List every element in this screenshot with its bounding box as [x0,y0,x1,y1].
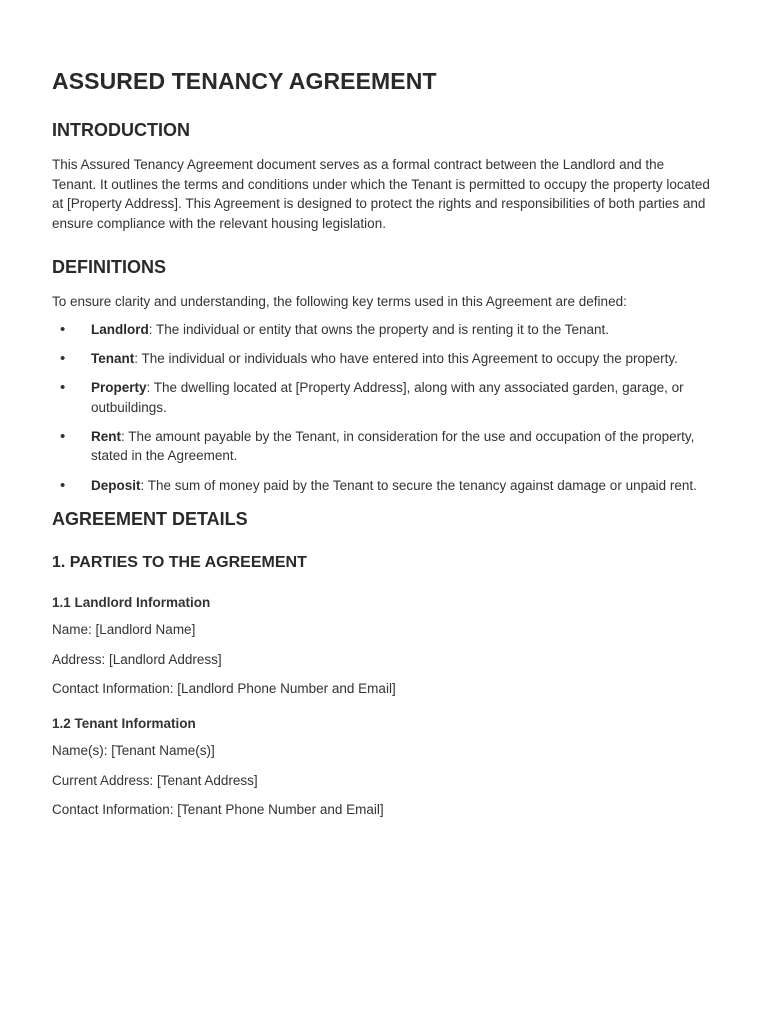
introduction-heading: INTRODUCTION [52,120,190,140]
tenant-info-heading: 1.2 Tenant Information [52,715,196,731]
definition-item-property [52,378,710,417]
definition-term: Deposit [91,477,141,493]
bullet-icon: • [60,379,66,397]
definition-text: : The individual or entity that owns the property and is renting it to the Tenant. [148,321,610,337]
definition-item-deposit [52,476,710,496]
definitions-list [52,320,710,495]
definition-text: : The amount payable by the Tenant, in consideration for the use and occupation of the property, stated in the Agreement. [91,428,695,464]
definition-item-rent [52,427,710,466]
landlord-info-heading: 1.1 Landlord Information [52,595,211,611]
landlord-contact: Contact Information: [Landlord Phone Number and Email] [52,681,396,697]
definition-term: Rent [91,428,121,444]
definitions-heading: DEFINITIONS [52,257,167,278]
bullet-icon: • [60,476,66,494]
definition-text: : The dwelling located at [Property Address], along with any associated garden, garage, or outbuildings. [91,380,684,415]
bullet-icon: • [60,427,66,445]
document-title: ASSURED TENANCY AGREEMENT [52,68,437,94]
agreement-details-heading: AGREEMENT DETAILS [52,509,248,530]
bullet-icon: • [60,350,66,368]
definition-item-landlord [52,320,710,340]
definition-text: : The individual or individuals who have entered into this Agreement to occupy the property. [134,351,678,367]
tenant-address: Current Address: [Tenant Address] [52,772,258,788]
tenant-names: Name(s): [Tenant Name(s)] [52,742,215,758]
tenant-contact: Contact Information: [Tenant Phone Number and Email] [52,802,384,818]
bullet-icon: • [60,320,66,338]
definition-term: Tenant [91,351,135,367]
definitions-lead: To ensure clarity and understanding, the following key terms used in this Agreement are defined: [52,294,627,310]
introduction-text: This Assured Tenancy Agreement document serves as a formal contract between the Landlord and the Tenant. It outlines the terms and conditions under which the Tenant is permitted to occupy the property located at [Property Address]. This Agreement is designed to protect the rights and responsibilities of both parties and ensure compliance with the relevant housing legislation. [52,157,710,231]
landlord-address: Address: [Landlord Address] [52,651,222,667]
definition-item-tenant [52,349,710,369]
definition-term: Property [91,380,147,396]
definition-term: Landlord [91,321,149,337]
definition-text: : The sum of money paid by the Tenant to secure the tenancy against damage or unpaid rent. [140,477,697,493]
landlord-name: Name: [Landlord Name] [52,622,196,638]
parties-heading: 1. PARTIES TO THE AGREEMENT [52,554,307,572]
